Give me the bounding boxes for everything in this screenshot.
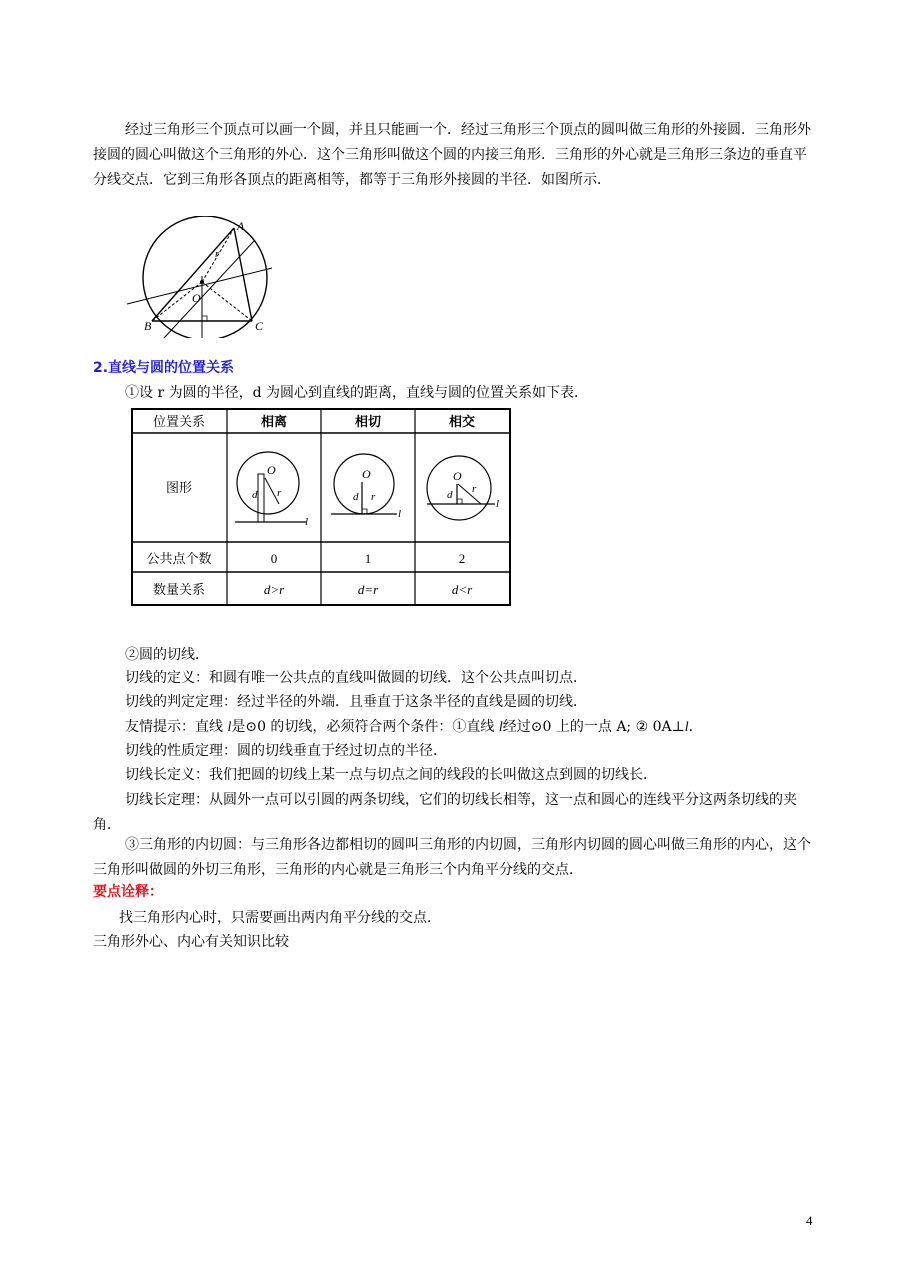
row-label-figure: 图形 <box>165 481 193 496</box>
header-position-relation: 位置关系 <box>152 415 206 430</box>
circumcircle-figure <box>124 216 284 338</box>
label-r: r <box>215 248 220 260</box>
comparison-heading: 三角形外心、内心有关知识比较 <box>93 934 289 950</box>
svg-text:O: O <box>453 469 462 483</box>
svg-text:r: r <box>277 487 282 499</box>
label-a: A <box>237 219 245 233</box>
cell-separate-points: 0 <box>270 551 278 566</box>
cell-intersect-points: 2 <box>458 551 466 566</box>
svg-text:r: r <box>371 491 376 503</box>
label-b: B <box>144 319 152 333</box>
figure-tangent <box>331 454 401 520</box>
center-point <box>200 280 204 284</box>
svg-text:d: d <box>252 489 258 501</box>
svg-text:r: r <box>472 483 477 495</box>
section-2-heading: 2.直线与圆的位置关系 <box>93 360 235 376</box>
tangent-length-theorem: 切线长定理：从圆外一点可以引圆的两条切线，它们的切线长相等，这一点和圆心的连线平分这两条切线的夹角． <box>93 792 797 833</box>
cell-intersect-relation: d<r <box>451 582 473 597</box>
tangent-length-definition: 切线长定义：我们把圆的切线上某一点与切点之间的线段的长叫做这点到圆的切线长． <box>125 767 657 783</box>
page-number: 4 <box>806 1213 813 1228</box>
svg-text:O: O <box>362 467 371 481</box>
label-o: O <box>192 291 201 305</box>
item-3-text: ③三角形的内切圆：与三角形各边都相切的圆叫三角形的内切圆，三角形内切圆的圆心叫做三角形的内心，这个三角形叫做圆的外切三角形，三角形的内心就是三角形三个内角平分线的交点． <box>93 837 811 878</box>
cell-separate-relation: d>r <box>263 582 285 597</box>
radius-oc <box>202 282 252 321</box>
header-separate: 相离 <box>260 415 288 430</box>
figure-separate <box>235 452 308 528</box>
row-label-common-points: 公共点个数 <box>146 552 212 567</box>
svg-text:l: l <box>305 516 309 528</box>
svg-text:l: l <box>496 498 500 510</box>
triangle-side-ac <box>234 228 252 321</box>
tangent-criterion: 切线的判定定理：经过半径的外端．且垂直于这条半径的直线是圆的切线． <box>125 694 587 710</box>
cell-tangent-points: 1 <box>364 551 372 566</box>
svg-text:d: d <box>353 491 359 503</box>
tangent-definition: 切线的定义：和圆有唯一公共点的直线叫做圆的切线．这个公共点叫切点． <box>125 670 587 686</box>
cell-tangent-relation: d=r <box>357 582 379 597</box>
friendly-tip: 友情提示：直线 l是⊙0 的切线，必须符合两个条件：①直线 l经过⊙0 上的一点 A; ② 0A⊥l. <box>125 719 694 735</box>
intro-paragraph: 经过三角形三个顶点可以画一个圆，并且只能画一个．经过三角形三个顶点的圆叫做三角形的外接圆．三角形外接圆的圆心叫做这个三角形的外心．这个三角形叫做这个圆的内接三角形．三角形的外心就是三角形三条边的垂直平分线交点．它到三角形各顶点的距离相等，都等于三角形外接圆的半径．如图所示． <box>93 122 811 188</box>
item-2-heading: ②圆的切线． <box>125 647 209 663</box>
svg-text:d: d <box>447 489 453 501</box>
row-label-quantity-relation: 数量关系 <box>152 583 206 598</box>
figure-intersect <box>427 456 499 520</box>
item-1-text: ①设 r 为圆的半径，d 为圆心到直线的距离，直线与圆的位置关系如下表． <box>125 385 589 401</box>
position-relation-table <box>131 408 511 606</box>
label-c: C <box>255 319 264 333</box>
key-points-heading: 要点诠释： <box>93 884 163 900</box>
header-tangent: 相切 <box>354 415 382 430</box>
svg-text:l: l <box>398 508 402 520</box>
key-points-text: 找三角形内心时，只需要画出两内角平分线的交点． <box>119 910 441 926</box>
svg-text:O: O <box>267 463 276 477</box>
tangent-property: 切线的性质定理：圆的切线垂直于经过切点的半径． <box>125 743 447 759</box>
right-angle-mark <box>202 316 207 321</box>
header-intersect: 相交 <box>448 415 476 430</box>
